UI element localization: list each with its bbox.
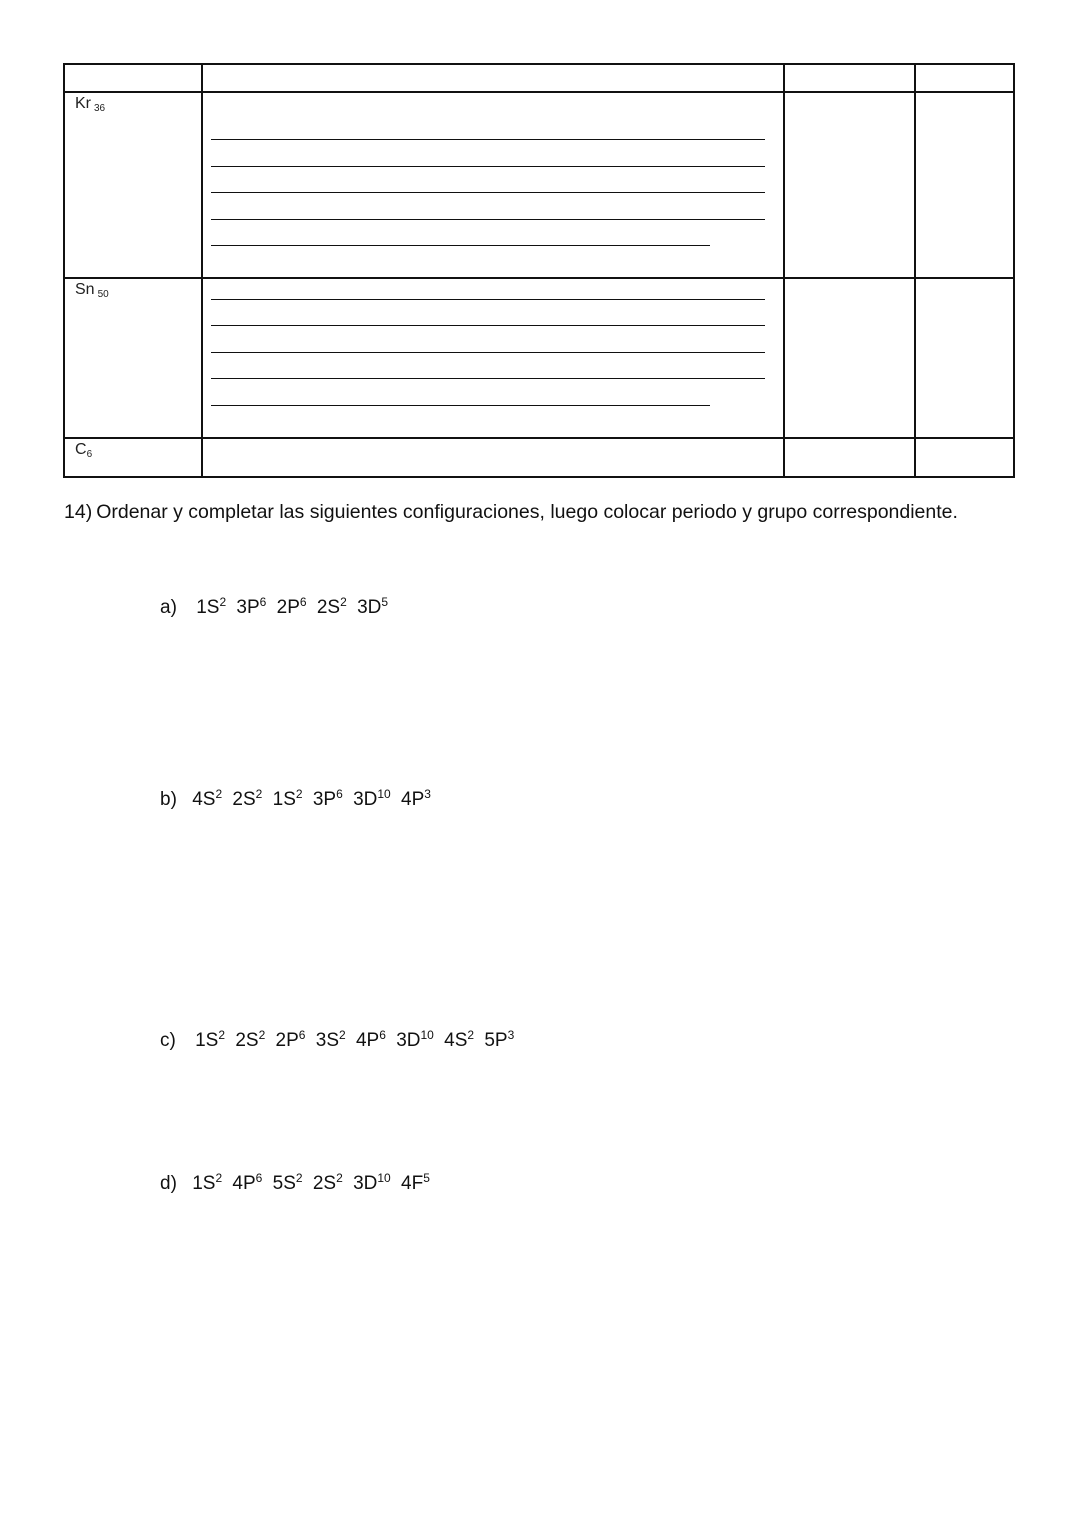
atomic-number: 36 [94, 103, 106, 114]
answer-line[interactable] [211, 166, 765, 167]
answer-line[interactable] [211, 378, 765, 379]
answer-line[interactable] [211, 219, 765, 220]
element-symbol: Kr [75, 95, 91, 112]
orbital: $3D^{10}$ [353, 787, 391, 810]
orbital: $1S^2$ [192, 1171, 223, 1194]
orbital: $2S^2$ [232, 787, 263, 810]
orbital: $2S^2$ [235, 1028, 266, 1051]
orbital: $2S^2$ [316, 595, 347, 618]
orbital: $2S^2$ [312, 1171, 343, 1194]
atomic-number: 6 [86, 449, 93, 460]
row-divider [65, 91, 1013, 93]
item-letter: b) [160, 789, 177, 810]
answer-line[interactable] [211, 245, 710, 246]
orbital: $3D^{10}$ [353, 1171, 391, 1194]
config-item-d [160, 1172, 435, 1196]
column-divider [783, 65, 785, 476]
orbital: $2P^6$ [276, 595, 307, 618]
column-divider [201, 65, 203, 476]
orbital: $4P^6$ [232, 1171, 263, 1194]
exercise-number: 14) [64, 501, 93, 523]
orbital: $3D^{10}$ [396, 1028, 434, 1051]
column-divider [914, 65, 916, 476]
exercise-prompt [64, 500, 958, 524]
answer-line[interactable] [211, 139, 765, 140]
config-item-c [160, 1029, 519, 1053]
orbital: $4P^6$ [355, 1028, 386, 1051]
answer-line[interactable] [211, 192, 765, 193]
answer-line[interactable] [211, 299, 765, 300]
answer-line[interactable] [211, 325, 765, 326]
orbital: $1S^2$ [195, 1028, 226, 1051]
electron-config-table [63, 63, 1015, 478]
orbital: $3S^2$ [315, 1028, 346, 1051]
orbital: $2P^6$ [275, 1028, 306, 1051]
atomic-number: 50 [97, 289, 109, 300]
row-divider [65, 277, 1013, 279]
orbital: $4F^5$ [401, 1171, 430, 1194]
element-label-kr [75, 95, 105, 118]
orbital: $3P^6$ [312, 787, 343, 810]
orbital: $4S^2$ [444, 1028, 475, 1051]
orbital: $3P^6$ [236, 595, 267, 618]
answer-line[interactable] [211, 352, 765, 353]
config-item-b [160, 788, 436, 812]
orbital: $5P^3$ [484, 1028, 515, 1051]
config-item-a [160, 596, 393, 620]
element-label-sn [75, 281, 109, 304]
orbital: $4P^3$ [401, 787, 431, 810]
item-letter: a) [160, 597, 177, 618]
element-symbol: C [75, 441, 87, 458]
exercise-text: Ordenar y completar las siguientes configuraciones, luego colocar periodo y grupo correspondiente. [96, 501, 958, 523]
item-letter: c) [160, 1030, 176, 1051]
element-symbol: Sn [75, 281, 95, 298]
row-divider [65, 437, 1013, 439]
item-letter: d) [160, 1173, 177, 1194]
orbital: $5S^2$ [272, 1171, 303, 1194]
answer-line[interactable] [211, 405, 710, 406]
orbital: $3D^5$ [357, 595, 389, 618]
orbital: $4S^2$ [192, 787, 223, 810]
orbital: $1S^2$ [196, 595, 227, 618]
orbital: $1S^2$ [272, 787, 303, 810]
element-label-c [75, 441, 92, 464]
